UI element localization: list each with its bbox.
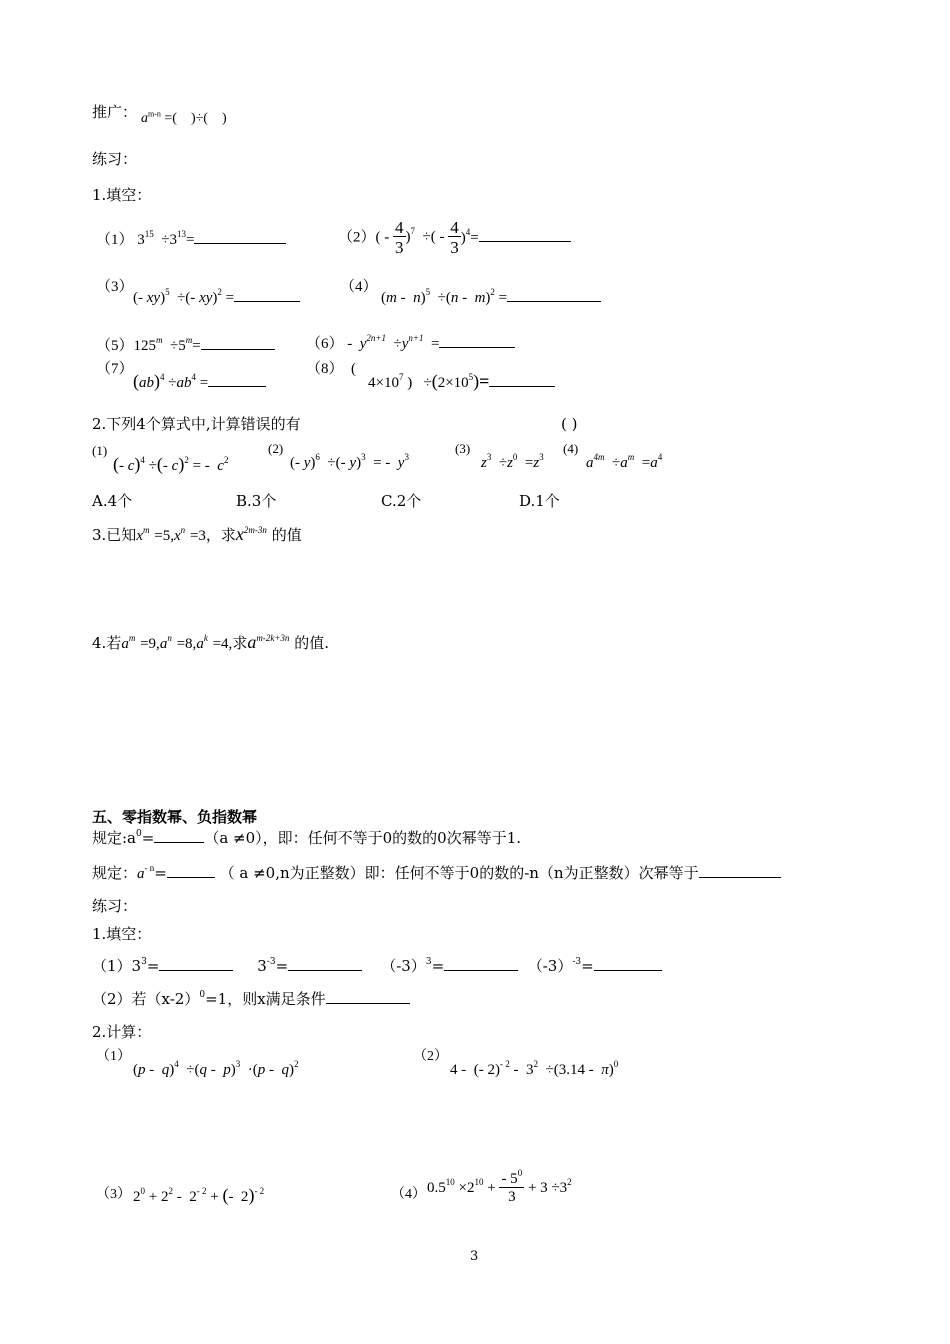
answer-blank[interactable]: [167, 865, 215, 878]
answer-blank[interactable]: [439, 335, 515, 348]
fill-item-3-expr: (- xy)$^5$ ÷(- xy)$^2$ =: [133, 289, 300, 307]
fill-power-row: $(1)3^3=$ $3^{-3}=$ $(-3)^3= (-3)^{-3}=$: [92, 958, 662, 975]
page-number: 3: [470, 1249, 479, 1264]
fill-item-8: （8） (: [306, 361, 356, 377]
calc-4-label: （4）: [391, 1187, 426, 1202]
answer-blank[interactable]: [594, 958, 662, 971]
fill-item-4: （4）: [340, 279, 378, 295]
calc-2-label: （2）: [413, 1049, 448, 1064]
fill-item-7: （7）: [96, 361, 134, 377]
q2-item-4-expr: $a^{4m} \div a^m =a^4$: [586, 452, 663, 471]
fill-condition-row: （2）若$(x-2)^0=1$，则x满足条件: [92, 991, 410, 1008]
fill-item-6: $(6) - y^{2n+1} \div y^{n+1}$ =: [306, 335, 515, 353]
choice-b[interactable]: B.3个: [236, 492, 277, 510]
fill-item-3: （3）: [96, 279, 134, 295]
choice-a[interactable]: A.4个: [92, 492, 133, 510]
answer-blank[interactable]: [201, 337, 275, 350]
q2-item-1-expr: (- c)$^4$ ÷(- c)$^2$ = - $c^2$: [113, 454, 229, 474]
question-4: 4.若$a^m =9,a^n =8,a^k =4$,求$a^{m-2k+3n}$ 的值.: [92, 632, 329, 652]
practice2-heading: 练习：: [92, 897, 138, 915]
fill-item-8-expr: $4\times 10^7$ ) $\div(2\times 10^5)=$: [368, 372, 555, 392]
question-2-answer-paren[interactable]: ( ): [561, 415, 578, 433]
calc-1-label: （1）: [96, 1049, 131, 1064]
answer-blank[interactable]: [194, 231, 286, 244]
fill-item-7-expr: $(ab)^4 \div ab^4$ =: [133, 372, 266, 392]
fill-item-5: $(5)125^m \div 5^m=$: [96, 337, 275, 355]
question-3: 3.已知$x^m =5,x^n =3$，求$x^{2m-3n}$ 的值: [92, 524, 302, 544]
q2-item-2-expr: (- y)$^6$ ÷(- y)$^3$ = - $y^3$: [290, 452, 409, 471]
calc-1-expr: (p - q)$^4$ ÷(q - p)$^3$ ·(p - q)$^2$: [133, 1059, 299, 1078]
answer-blank[interactable]: [444, 958, 518, 971]
q2-item-4-label: (4): [563, 441, 579, 456]
q2-item-2-label: (2): [268, 441, 284, 456]
answer-blank[interactable]: [154, 830, 204, 843]
tuiguang-label: 推广：: [92, 103, 138, 121]
answer-blank[interactable]: [507, 289, 601, 302]
answer-blank[interactable]: [234, 289, 300, 302]
calc-4-expr: $0.5^{10} \times 2^{10}$ + $\frac{- 5^0}{3}$ + $3 \div 3^2$: [427, 1168, 572, 1205]
answer-blank[interactable]: [159, 958, 233, 971]
question-1-label: 1.填空：: [92, 186, 152, 204]
answer-blank[interactable]: [288, 958, 362, 971]
section-5-title: 五、零指数幂、负指数幂: [92, 808, 258, 826]
choice-d[interactable]: D.1个: [519, 492, 560, 510]
fill-item-1: （1） $3^{15} \div 3^{13}=$: [96, 231, 286, 249]
calc-2-expr: 4 - (- $2)^{- 2} - 3^2 \div(3.14 - \pi)^0$: [450, 1059, 619, 1078]
answer-blank[interactable]: [699, 865, 781, 878]
q2-item-1-label: (1): [92, 443, 108, 458]
answer-blank[interactable]: [326, 991, 410, 1004]
fill-item-2: （2）( - $\frac{4}{3}$ )$^7$ ÷( - $\frac{4}{3}$ )$^4$=: [338, 219, 571, 256]
practice2-q1-label: 1.填空：: [92, 925, 152, 943]
rule-negative-exponent: 规定：$a^{- n}=$ （ a ≠0,n为正整数）即：任何不等于0的数的-n（n为正整数）次幂等于: [92, 865, 781, 883]
practice-heading: 练习：: [92, 150, 138, 168]
question-2-label: 2.下列4个算式中,计算错误的有: [92, 415, 301, 433]
practice2-q2-label: 2.计算：: [92, 1023, 152, 1041]
calc-3-label: （3）: [96, 1187, 131, 1202]
answer-blank[interactable]: [479, 229, 571, 242]
fill-item-4-expr: (m - n)$^5$ ÷(n - m)$^2$ =: [381, 289, 601, 307]
q2-item-3-label: (3): [455, 441, 471, 456]
tuiguang-formula: $a^{m-n}$ =( )÷( ): [141, 109, 227, 126]
calc-3-expr: $2^0 + 2^2 - 2^{- 2}$ + (- 2)$^{- 2}$: [133, 1185, 265, 1205]
choice-c[interactable]: C.2个: [381, 492, 422, 510]
q2-item-3-expr: $z^3 \div z^0 =z^3$: [481, 452, 544, 471]
answer-blank[interactable]: [208, 374, 266, 387]
rule-zero-exponent: 规定$:a^0= (a \ne 0)$，即：任何不等于0的数的0次幂等于1.: [92, 829, 522, 847]
answer-blank[interactable]: [489, 374, 555, 387]
